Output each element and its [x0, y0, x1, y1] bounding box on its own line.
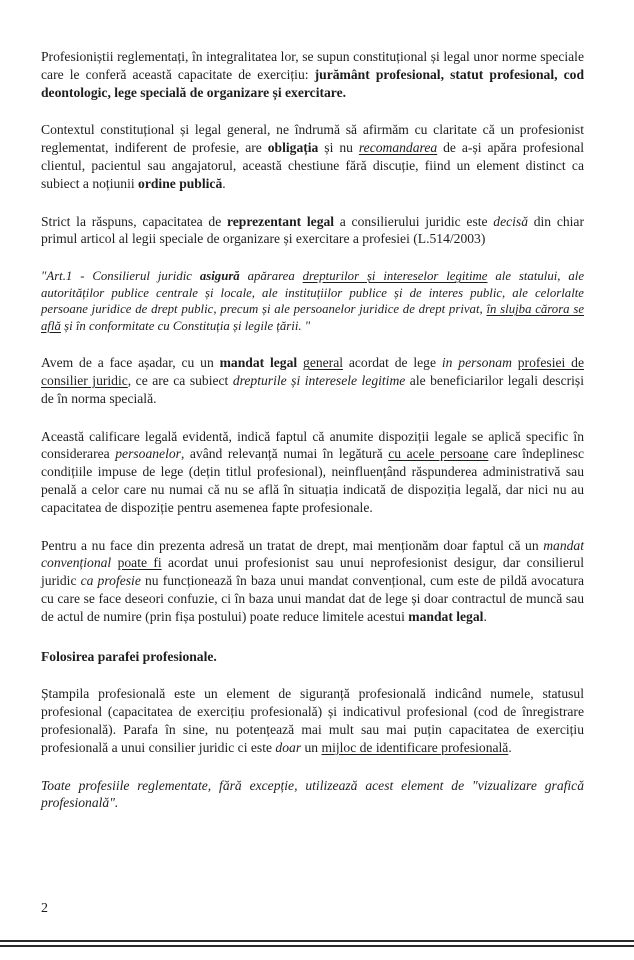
section-heading-professional-stamp: Folosirea parafei profesionale.: [41, 648, 217, 664]
paragraph-conventional-mandate: Pentru a nu face din prezenta adresă un tratat de drept, mai menționăm doar faptul că un mandat convențional poate fi acordat unui profesionist sau unui neprofesionist desigur, dar consilierul juridic ca profesie nu funcționează în baza unui mandat convențional, cum este de pildă avocatura cu care se face deseori confuzie, ci în baza unui mandat dat de lege și doar contractul de muncă sau de actul de numire (prin fișa postului) poate reduce limitele acestui mandat legal.: [41, 537, 584, 624]
paragraph-constitutional-context: Contextul constituțional și legal general, ne îndrumă să afirmăm cu claritate că un profesionist reglementat, indiferent de profesie, are obligația și nu recomandarea de a-și apăra profesional clientul, pacientul sau angajatorul, această chestiune fără discuție, fiind un element distinct ca subiect a noțiunii ordine publică.: [41, 122, 584, 191]
page-number: 2: [41, 901, 48, 916]
paragraph-legal-qualification: Această calificare legală evidentă, indică faptul că anumite dispoziții legale se aplică specific în considerarea persoanelor, având relevanță numai în legătură cu acele persoane care îndeplinesc condițiile impuse de lege (dețin titlul profesional), neinfluențând răspunderea administrativă sau penală a celor care nu numai că nu se află în situația indicată de dispoziția legală, dar nici nu au capacitatea de dispoziție pentru asemenea fapte profesionale.: [41, 428, 585, 515]
paragraph-regulated-professions: Profesioniștii reglementați, în integralitatea lor, se supun constituțional și legal unor norme speciale care le conferă această capacitate de exercițiu: jurământ profesional, statut profesional, cod deontologic, lege specială de organizare și exercitare.: [41, 49, 584, 100]
bottom-rule: [0, 940, 634, 942]
paragraph-legal-representative: Strict la răspuns, capacitatea de reprezentant legal a consilierului juridic este decisă din chiar primul articol al legii speciale de organizare și exercitare a profesiei (L.514/2003): [41, 213, 584, 247]
quote-article-1: "Art.1 - Consilierul juridic asigură apărarea drepturilor și intereselor legitime ale statului, ale autorităților publice centrale și locale, ale instituțiilor publice și de interes public, ale celorlalte persoane juridice de drept public, precum și ale persoanelor juridice de drept privat, în slujba cărora se află și în conformitate cu Constituția și legile țării. ": [41, 269, 585, 333]
paragraph-all-professions: Toate profesiile reglementate, fără excepție, utilizează acest element de "vizualizare grafică profesională".: [41, 777, 584, 811]
paragraph-legal-mandate: Avem de a face așadar, cu un mandat legal general acordat de lege in personam profesiei de consilier juridic, ce are ca subiect drepturile și interesele legitime ale beneficiarilor legali descriși de în norma specială.: [41, 355, 584, 406]
bottom-rule-second: [0, 945, 634, 947]
paragraph-professional-stamp: Ștampila profesională este un element de siguranță profesională indicând numele, statusul profesional (capacitatea de exercițiu profesională) și indicativul profesional (cod de înregistrare profesională). Parafa în sine, nu potențează mai mult sau mai puțin capacitatea de exercițiu profesională a unui consilier juridic ci este doar un mijloc de identificare profesională.: [41, 686, 584, 755]
